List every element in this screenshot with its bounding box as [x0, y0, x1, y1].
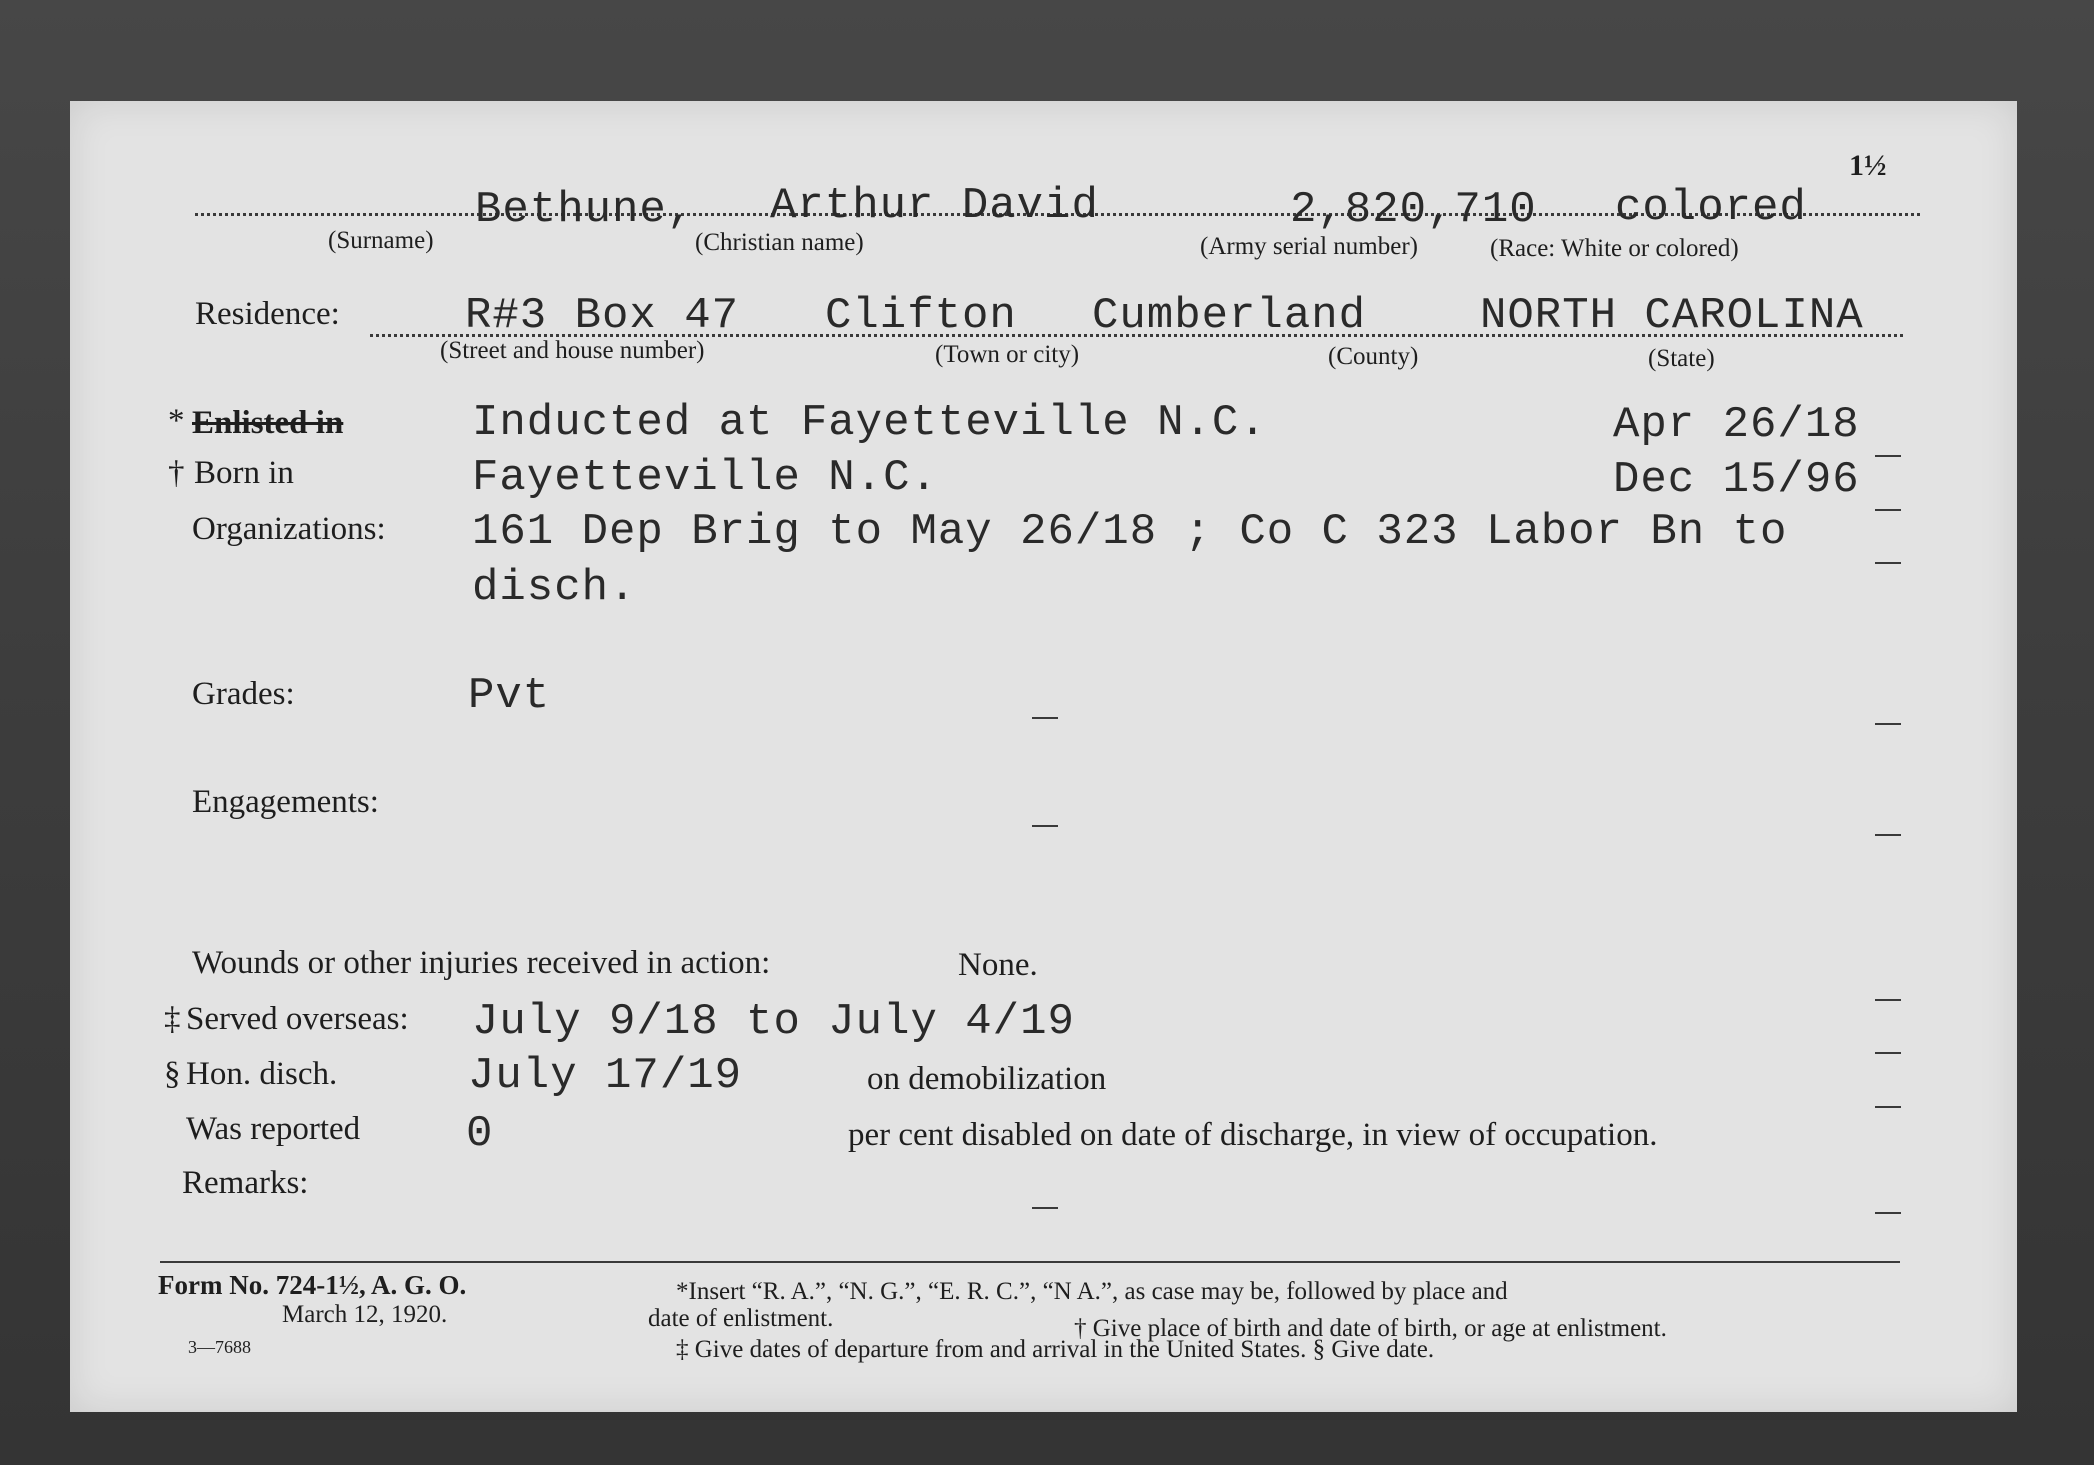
wounds-label: Wounds or other injuries received in action: — [192, 945, 771, 981]
margin-tick — [1875, 1106, 1901, 1108]
print-code: 3—7688 — [188, 1337, 251, 1357]
margin-tick — [1875, 509, 1901, 511]
surname-caption: (Surname) — [328, 227, 434, 254]
center-tick — [1032, 717, 1058, 719]
form-number: Form No. 724-1½, A. G. O. — [158, 1270, 467, 1300]
born-date: Dec 15/96 — [1613, 455, 1860, 505]
margin-tick — [1875, 455, 1901, 457]
born-label: Born in — [194, 455, 294, 491]
margin-tick — [1875, 834, 1901, 836]
footnote-enlistment: date of enlistment. — [648, 1305, 834, 1332]
service-record-card — [70, 101, 2017, 1412]
discharge-label: Hon. disch. — [186, 1056, 338, 1092]
form-date: March 12, 1920. — [282, 1301, 448, 1328]
christian-name-value: Arthur David — [770, 181, 1099, 231]
reported-label: Was reported — [186, 1111, 361, 1147]
discharge-note: on demobilization — [867, 1061, 1107, 1097]
race-caption: (Race: White or colored) — [1490, 235, 1739, 262]
enlisted-marker: * — [168, 403, 185, 439]
state-caption: (State) — [1648, 345, 1715, 372]
margin-tick — [1875, 1212, 1901, 1214]
surname-value: Bethune, — [475, 185, 695, 235]
town-caption: (Town or city) — [935, 341, 1080, 368]
overseas-value: July 9/18 to July 4/19 — [472, 997, 1075, 1047]
residence-town: Clifton — [825, 291, 1017, 341]
discharge-date: July 17/19 — [468, 1051, 743, 1101]
county-caption: (County) — [1328, 343, 1419, 370]
organizations-line2: disch. — [472, 563, 637, 613]
grades-value: Pvt — [468, 671, 551, 721]
footer-rule — [160, 1261, 1900, 1263]
organizations-line1: 161 Dep Brig to May 26/18 ; Co C 323 Labor Bn to — [472, 507, 1788, 557]
enlisted-value: Inducted at Fayetteville N.C. — [472, 398, 1267, 448]
overseas-label: Served overseas: — [186, 1001, 409, 1037]
footnote-birth: † Give place of birth and date of birth, or age at enlistment. — [1074, 1315, 1667, 1342]
remarks-label: Remarks: — [182, 1165, 309, 1201]
sheet-number: 1½ — [1849, 149, 1887, 182]
serial-number-caption: (Army serial number) — [1200, 233, 1418, 260]
residence-state: NORTH CAROLINA — [1480, 291, 1864, 341]
race-value: colored — [1615, 183, 1807, 233]
residence-street: R#3 Box 47 — [465, 291, 740, 341]
wounds-value: None. — [958, 947, 1038, 983]
grades-label: Grades: — [192, 676, 295, 712]
margin-tick — [1875, 562, 1901, 564]
residence-label: Residence: — [195, 296, 340, 332]
reported-text: per cent disabled on date of discharge, in view of occupation. — [848, 1117, 1658, 1153]
street-caption: (Street and house number) — [440, 337, 705, 364]
margin-tick — [1875, 1052, 1901, 1054]
footnote-insert: *Insert “R. A.”, “N. G.”, “E. R. C.”, “N A.”, as case may be, followed by place and — [676, 1278, 1508, 1305]
serial-number-value: 2,820,710 — [1290, 185, 1537, 235]
center-tick — [1032, 1207, 1058, 1209]
organizations-label: Organizations: — [192, 511, 386, 547]
born-marker: † — [168, 455, 185, 491]
enlisted-label: Enlisted in — [192, 405, 344, 441]
engagements-label: Engagements: — [192, 784, 379, 820]
overseas-marker: ‡ — [164, 1001, 181, 1037]
residence-county: Cumberland — [1092, 291, 1367, 341]
enlisted-date: Apr 26/18 — [1613, 400, 1860, 450]
footnote-overseas: ‡ Give dates of departure from and arrival in the United States. § Give date. — [676, 1336, 1435, 1363]
born-value: Fayetteville N.C. — [472, 453, 938, 503]
christian-name-caption: (Christian name) — [695, 229, 864, 256]
margin-tick — [1875, 999, 1901, 1001]
discharge-marker: § — [164, 1056, 181, 1092]
reported-value: 0 — [466, 1109, 494, 1159]
center-tick — [1032, 825, 1058, 827]
margin-tick — [1875, 723, 1901, 725]
